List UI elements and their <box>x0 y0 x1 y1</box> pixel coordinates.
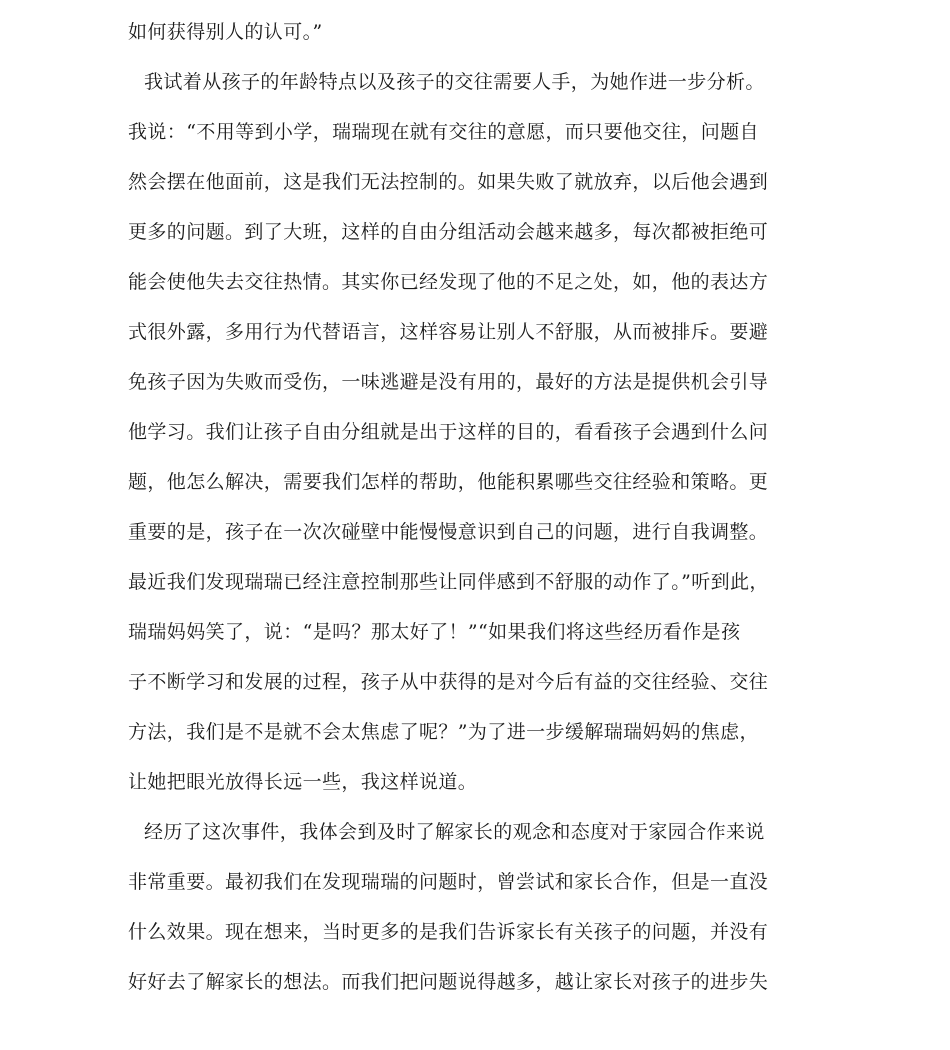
text-line: 什么效果。现在想来，当时更多的是我们告诉家长有关孩子的问题，并没有 <box>128 921 769 943</box>
text-line: 我说：“不用等到小学，瑞瑞现在就有交往的意愿，而只要他交往，问题自 <box>128 121 759 143</box>
text-line: 方法，我们是不是就不会太焦虑了呢？”为了进一步缓解瑞瑞妈妈的焦虑， <box>128 721 759 743</box>
text-line: 免孩子因为失败而受伤，一味逃避是没有用的，最好的方法是提供机会引导 <box>128 371 769 393</box>
text-line: 更多的问题。到了大班，这样的自由分组活动会越来越多，每次都被拒绝可 <box>128 221 769 243</box>
text-line: 经历了这次事件，我体会到及时了解家长的观念和态度对于家园合作来说 <box>144 821 765 843</box>
text-line: 非常重要。最初我们在发现瑞瑞的问题时，曾尝试和家长合作，但是一直没 <box>128 871 769 893</box>
text-line: 重要的是，孩子在一次次碰壁中能慢慢意识到自己的问题，进行自我调整。 <box>128 521 769 543</box>
text-line: 式很外露，多用行为代替语言，这样容易让别人不舒服，从而被排斥。要避 <box>128 321 769 343</box>
text-line: 瑞瑞妈妈笑了，说：“是吗？那太好了！”“如果我们将这些经历看作是孩 <box>128 621 741 643</box>
text-line: 好好去了解家长的想法。而我们把问题说得越多，越让家长对孩子的进步失 <box>128 971 769 993</box>
text-line: 让她把眼光放得长远一些，我这样说道。 <box>128 771 478 793</box>
text-line: 能会使他失去交往热情。其实你已经发现了他的不足之处，如，他的表达方 <box>128 271 769 293</box>
text-line: 最近我们发现瑞瑞已经注意控制那些让同伴感到不舒服的动作了。”听到此， <box>128 571 769 593</box>
text-line: 如何获得别人的认可。” <box>128 21 323 43</box>
body-text <box>128 7 828 1007</box>
text-line: 题，他怎么解决，需要我们怎样的帮助，他能积累哪些交往经验和策略。更 <box>128 471 769 493</box>
text-line: 他学习。我们让孩子自由分组就是出于这样的目的，看看孩子会遇到什么问 <box>128 421 769 443</box>
text-line: 然会摆在他面前，这是我们无法控制的。如果失败了就放弃，以后他会遇到 <box>128 171 769 193</box>
text-line: 我试着从孩子的年龄特点以及孩子的交往需要人手，为她作进一步分析。 <box>144 71 765 93</box>
text-line: 子不断学习和发展的过程，孩子从中获得的是对今后有益的交往经验、交往 <box>128 671 769 693</box>
